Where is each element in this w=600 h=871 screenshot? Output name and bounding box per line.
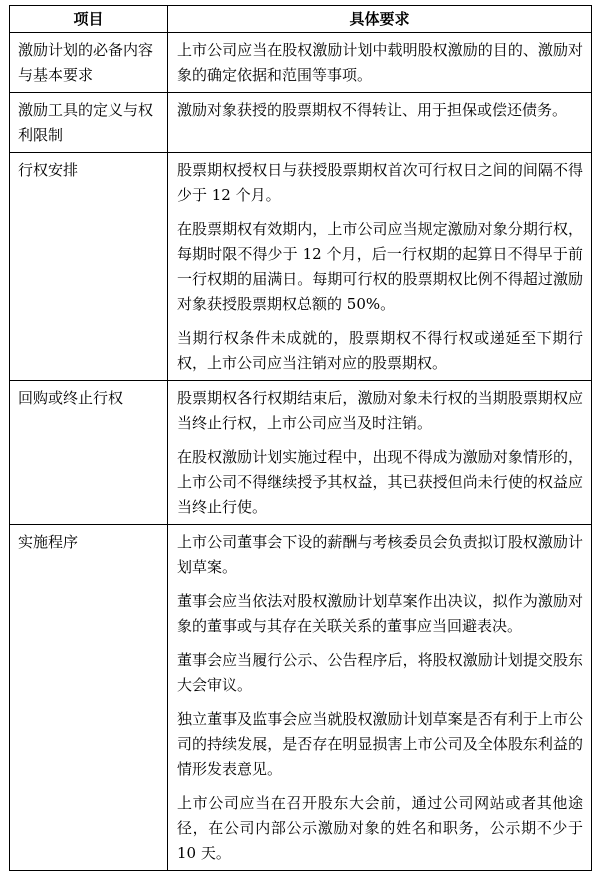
requirements-cell (168, 525, 592, 871)
requirement-paragraph: 董事会应当履行公示、公告程序后，将股权激励计划提交股东大会审议。 (177, 651, 583, 694)
requirement-paragraph: 股票期权授权日与获授股票期权首次可行权日之间的间隔不得少于 12 个月。 (177, 161, 583, 204)
item-cell: 激励工具的定义与权利限制 (10, 93, 168, 153)
requirement-paragraph: 上市公司应当在召开股东大会前，通过公司网站或者其他途径，在公司内部公示激励对象的姓名和职务，公示期不少于 10 天。 (177, 794, 583, 862)
table-row (10, 93, 592, 153)
requirement-paragraph: 在股票期权有效期内，上市公司应当规定激励对象分期行权，每期时限不得少于 12 个月，后一行权期的起算日不得早于前一行权期的届满日。每期可行权的股票期权比例不得超过激励对象获授股票期权总额的 50%。 (177, 220, 583, 313)
requirements-cell (168, 93, 592, 153)
table-header-row (10, 6, 592, 33)
requirements-cell (168, 153, 592, 381)
requirement-paragraph: 股票期权各行权期结束后，激励对象未行权的当期股票期权应当终止行权，上市公司应当及时注销。 (177, 389, 583, 432)
item-cell: 实施程序 (10, 525, 168, 871)
table-row (10, 381, 592, 525)
requirement-paragraph: 在股权激励计划实施过程中，出现不得成为激励对象情形的，上市公司不得继续授予其权益，其已获授但尚未行使的权益应当终止行使。 (177, 448, 583, 516)
column-header-item: 项目 (10, 6, 168, 33)
item-cell: 行权安排 (10, 153, 168, 381)
table-row (10, 33, 592, 93)
table-row (10, 153, 592, 381)
item-cell: 回购或终止行权 (10, 381, 168, 525)
column-header-requirements: 具体要求 (168, 6, 592, 33)
requirement-paragraph: 当期行权条件未成就的，股票期权不得行权或递延至下期行权，上市公司应当注销对应的股票期权。 (177, 329, 583, 372)
requirement-paragraph: 上市公司应当在股权激励计划中载明股权激励的目的、激励对象的确定依据和范围等事项。 (177, 41, 583, 84)
item-cell: 激励计划的必备内容与基本要求 (10, 33, 168, 93)
requirement-paragraph: 独立董事及监事会应当就股权激励计划草案是否有利于上市公司的持续发展，是否存在明显损害上市公司及全体股东利益的情形发表意见。 (177, 710, 583, 778)
requirements-cell (168, 381, 592, 525)
requirement-paragraph: 激励对象获授的股票期权不得转让、用于担保或偿还债务。 (177, 101, 568, 119)
requirement-paragraph: 上市公司董事会下设的薪酬与考核委员会负责拟订股权激励计划草案。 (177, 533, 583, 576)
table-row (10, 525, 592, 871)
requirements-table (9, 5, 592, 871)
requirements-cell (168, 33, 592, 93)
requirement-paragraph: 董事会应当依法对股权激励计划草案作出决议，拟作为激励对象的董事或与其存在关联关系的董事应当回避表决。 (177, 592, 583, 635)
